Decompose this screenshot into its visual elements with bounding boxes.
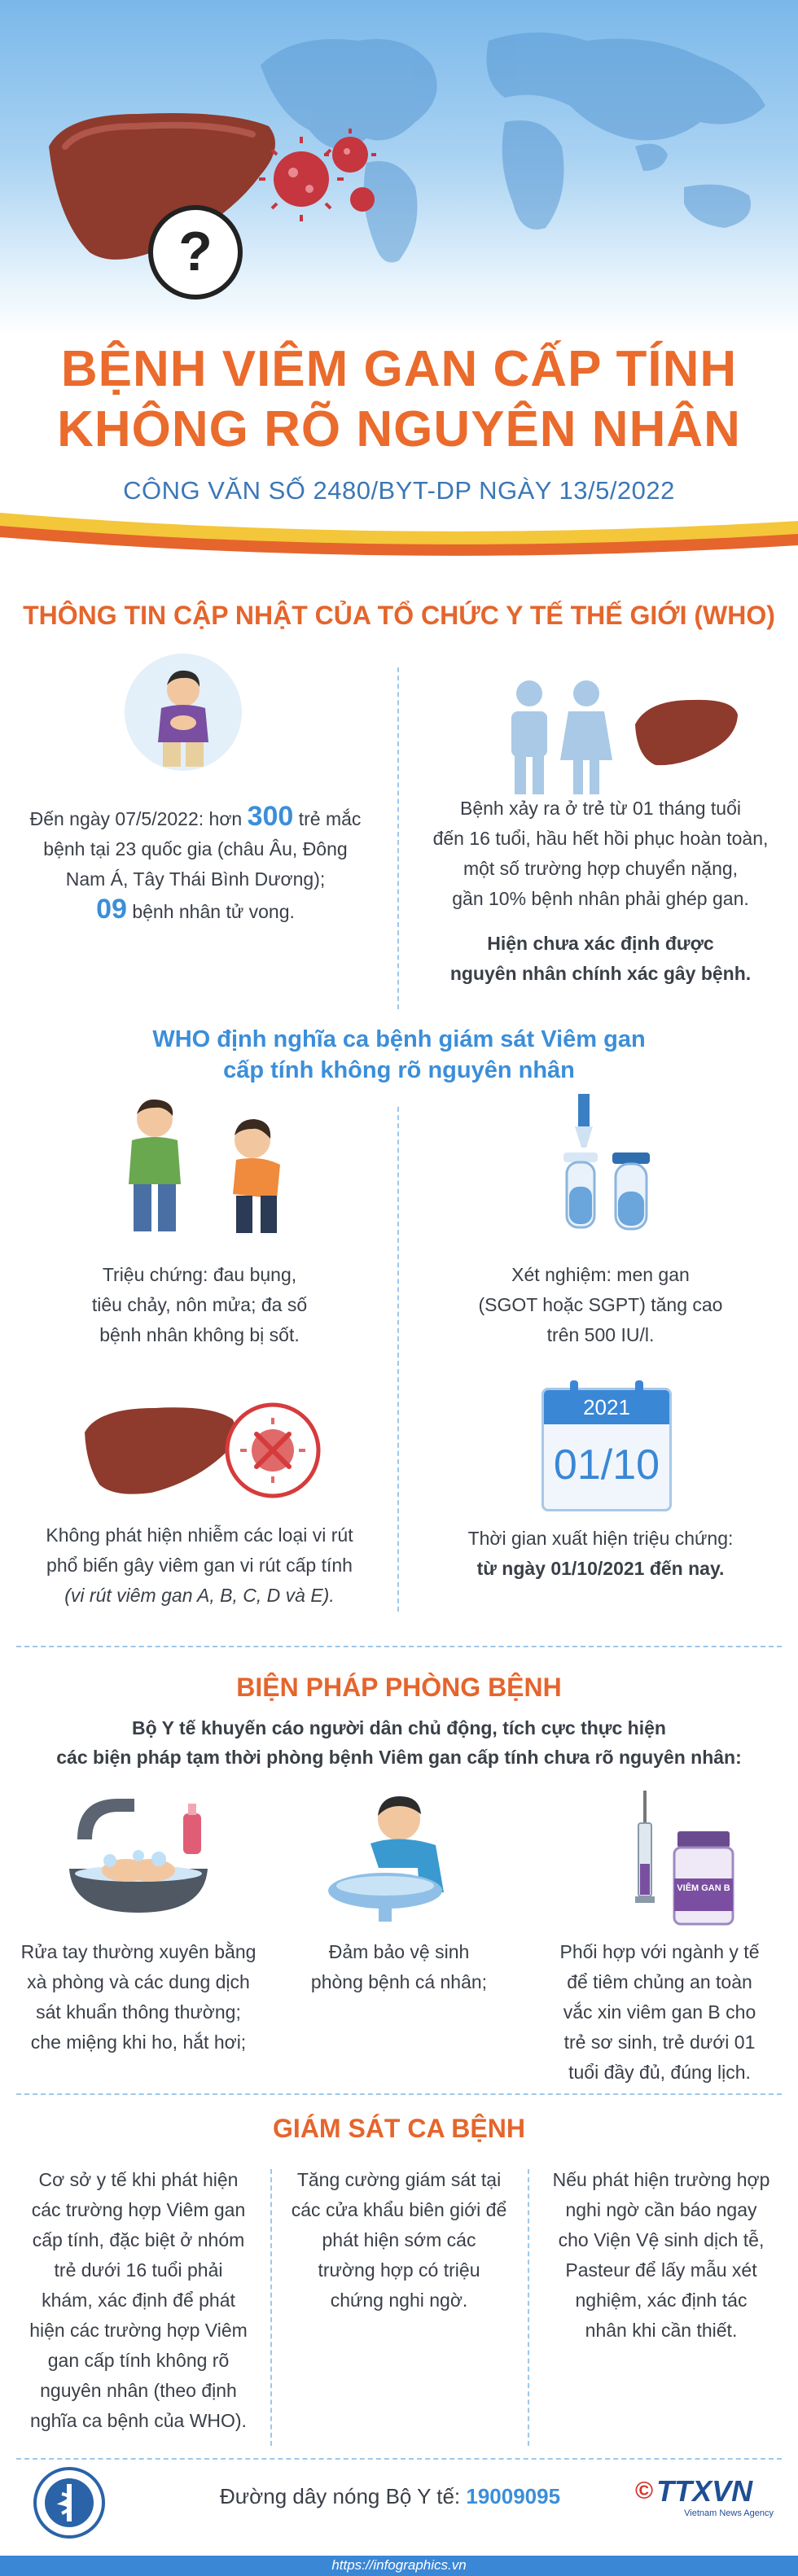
surveillance-line: Tăng cường giám sát tại: [296, 2169, 502, 2190]
header-banner: [0, 0, 798, 562]
definition-heading-line1: WHO định nghĩa ca bệnh giám sát Viêm gan: [152, 1026, 646, 1052]
tests-text: [411, 1260, 790, 1350]
onset-line2: từ ngày 01/10/2021 đến nay.: [476, 1558, 725, 1579]
surveillance-line: nguyên nhân (theo định: [40, 2380, 237, 2401]
ttxvn-brand: [635, 2474, 782, 2518]
surveillance-line: trường hợp có triệu: [318, 2259, 480, 2281]
virus-italic-line: (vi rút viêm gan A, B, C, D và E).: [64, 1585, 335, 1606]
brand-name: TTXVN: [656, 2474, 753, 2508]
prevention-intro-line1: Bộ Y tế khuyến cáo người dân chủ động, tích cực thực hiện: [132, 1717, 666, 1738]
face-washing-icon: [322, 1787, 476, 1925]
surveillance-line: chứng nghi ngờ.: [330, 2290, 468, 2311]
surveillance-line: nhân khi cần thiết.: [585, 2320, 738, 2341]
surveillance-line: các trường hợp Viêm gan: [31, 2199, 246, 2220]
handwashing-icon: [61, 1791, 216, 1921]
who-left-prefix: Đến ngày 07/5/2022: hơn: [29, 808, 243, 829]
surveillance-line: phát hiện sớm các: [322, 2229, 476, 2250]
hotline: [220, 2484, 594, 2509]
prevention-intro-line2: các biện pháp tạm thời phòng bệnh Viêm gan cấp tính chưa rõ nguyên nhân:: [56, 1747, 742, 1768]
symptoms-line: Triệu chứng: đau bụng,: [102, 1264, 297, 1285]
prevention-item-2: [269, 1937, 529, 1997]
vaccine-icon: [619, 1782, 749, 1929]
sick-child-icon: [122, 651, 244, 773]
prevention-item-line: trẻ sơ sinh, trẻ dưới 01: [563, 2031, 756, 2053]
main-title-line1: BỆNH VIÊM GAN CẤP TÍNH: [60, 341, 738, 397]
divider-horizontal: [16, 2093, 782, 2095]
who-left-text: [8, 802, 383, 927]
calendar-ring: [635, 1380, 643, 1398]
prevention-item-line: tuổi đầy đủ, đúng lịch.: [568, 2062, 751, 2083]
surveillance-heading: GIÁM SÁT CA BỆNH: [273, 2114, 525, 2143]
surveillance-line: trẻ dưới 16 tuổi phải: [54, 2259, 223, 2281]
surveillance-line: Nếu phát hiện trường hợp: [552, 2169, 770, 2190]
symptoms-text: [24, 1260, 375, 1350]
prevention-item-line: Đảm bảo vệ sinh: [328, 1941, 470, 1962]
who-left-deaths-suffix: bệnh nhân tử vong.: [132, 901, 295, 922]
cases-count: 300: [247, 801, 294, 832]
vaccine-vial-label: VIÊM GAN B: [677, 1883, 730, 1893]
surveillance-line: Pasteur để lấy mẫu xét: [565, 2259, 757, 2281]
subtitle: CÔNG VĂN SỐ 2480/BYT-DP NGÀY 13/5/2022: [123, 476, 675, 505]
who-right-line1: Bệnh xảy ra ở trẻ từ 01 tháng tuổi: [459, 798, 741, 819]
who-right-bold2: nguyên nhân chính xác gây bệnh.: [449, 963, 752, 984]
tests-line: (SGOT hoặc SGPT) tăng cao: [478, 1294, 723, 1315]
who-right-bold1: Hiện chưa xác định được: [487, 933, 714, 954]
who-left-line3: Nam Á, Tây Thái Bình Dương);: [65, 868, 326, 890]
definition-heading-line2: cấp tính không rõ nguyên nhân: [223, 1057, 575, 1083]
tests-line: Xét nghiệm: men gan: [511, 1264, 690, 1285]
prevention-item-line: Rửa tay thường xuyên bằng: [20, 1941, 256, 1962]
surveillance-col-3: [531, 2165, 791, 2346]
virus-line: phổ biến gây viêm gan vi rút cấp tính: [46, 1555, 353, 1576]
who-right-line2: đến 16 tuổi, hầu hết hồi phục hoàn toàn,: [432, 828, 769, 849]
footer-url[interactable]: https://infographics.vn: [331, 2557, 467, 2573]
surveillance-col-2: [273, 2165, 525, 2316]
liver-no-virus-icon: [81, 1400, 326, 1506]
prevention-item-line: vắc xin viêm gan B cho: [563, 2001, 756, 2023]
divider-vertical: [528, 2169, 529, 2446]
divider-vertical: [397, 667, 399, 1009]
hotline-number[interactable]: 19009095: [466, 2484, 561, 2508]
who-left-cases-suffix: trẻ mắc: [298, 808, 362, 829]
surveillance-col-1: [8, 2165, 269, 2436]
surveillance-line: hiện các trường hợp Viêm: [29, 2320, 248, 2341]
prevention-item-line: xà phòng và các dung dịch: [27, 1971, 250, 1992]
surveillance-line: khám, xác định để phát: [42, 2290, 235, 2311]
divider-horizontal: [16, 1646, 782, 1647]
symptoms-line: tiêu chảy, nôn mửa; đa số: [91, 1294, 308, 1315]
virus-text: [12, 1520, 387, 1611]
who-update-heading: THÔNG TIN CẬP NHẬT CỦA TỔ CHỨC Y TẾ THẾ GIỚI (WHO): [23, 601, 775, 630]
calendar-ring: [570, 1380, 578, 1398]
deaths-count: 09: [96, 894, 127, 925]
surveillance-line: gan cấp tính không rõ: [47, 2350, 230, 2371]
brand-subtitle: Vietnam News Agency: [684, 2508, 774, 2518]
surveillance-line: nghiệm, xác định tác: [575, 2290, 748, 2311]
prevention-item-line: Phối hợp với ngành y tế: [559, 1941, 760, 1962]
calendar-icon: [542, 1388, 672, 1511]
divider-horizontal: [16, 2458, 782, 2460]
who-right-text: [411, 794, 790, 989]
test-tubes-icon: [546, 1091, 668, 1237]
symptoms-line: bệnh nhân không bị sốt.: [99, 1324, 300, 1345]
prevention-item-3: [529, 1937, 790, 2088]
prevention-item-1: [8, 1937, 269, 2058]
virus-cluster-illustration: [252, 114, 391, 236]
prevention-item-line: sát khuẩn thông thường;: [36, 2001, 241, 2023]
main-title-line2: KHÔNG RÕ NGUYÊN NHÂN: [57, 401, 741, 457]
who-right-line4: gần 10% bệnh nhân phải ghép gan.: [452, 888, 749, 909]
prevention-item-line: để tiêm chủng an toàn: [567, 1971, 752, 1992]
prevention-intro: [0, 1713, 798, 1772]
surveillance-line: cho Viện Vệ sinh dịch tễ,: [558, 2229, 765, 2250]
hotline-label: Đường dây nóng Bộ Y tế:: [220, 2484, 461, 2508]
divider-vertical: [397, 1107, 399, 1612]
who-left-line2: bệnh tại 23 quốc gia (châu Âu, Đông: [43, 838, 348, 859]
prevention-item-line: che miệng khi ho, hắt hơi;: [30, 2031, 247, 2053]
onset-line1: Thời gian xuất hiện triệu chứng:: [467, 1528, 734, 1549]
surveillance-line: nghi ngờ cần báo ngay: [565, 2199, 757, 2220]
prevention-item-line: phòng bệnh cá nhân;: [310, 1971, 488, 1992]
who-right-line3: một số trường hợp chuyển nặng,: [463, 858, 739, 879]
surveillance-line: cấp tính, đặc biệt ở nhóm: [32, 2229, 245, 2250]
divider-vertical: [270, 2169, 272, 2446]
ministry-of-health-logo: [33, 2466, 106, 2539]
calendar-date: 01/10: [553, 1441, 660, 1489]
children-stomachache-icon: [106, 1095, 318, 1241]
surveillance-line: nghĩa ca bệnh của WHO).: [30, 2410, 247, 2431]
svg-text:?: ?: [178, 221, 213, 282]
tests-line: trên 500 IU/l.: [546, 1324, 655, 1345]
virus-line: Không phát hiện nhiễm các loại vi rút: [46, 1524, 353, 1546]
surveillance-line: Cơ sở y tế khi phát hiện: [38, 2169, 239, 2190]
copyright-icon: ©: [635, 2478, 654, 2504]
decorative-ribbon: [0, 496, 798, 562]
onset-text: [411, 1524, 790, 1584]
surveillance-line: các cửa khẩu biên giới để: [291, 2199, 507, 2220]
calendar-year: 2021: [544, 1390, 669, 1424]
children-liver-icon: [497, 676, 741, 798]
prevention-heading: BIỆN PHÁP PHÒNG BỆNH: [236, 1673, 562, 1702]
